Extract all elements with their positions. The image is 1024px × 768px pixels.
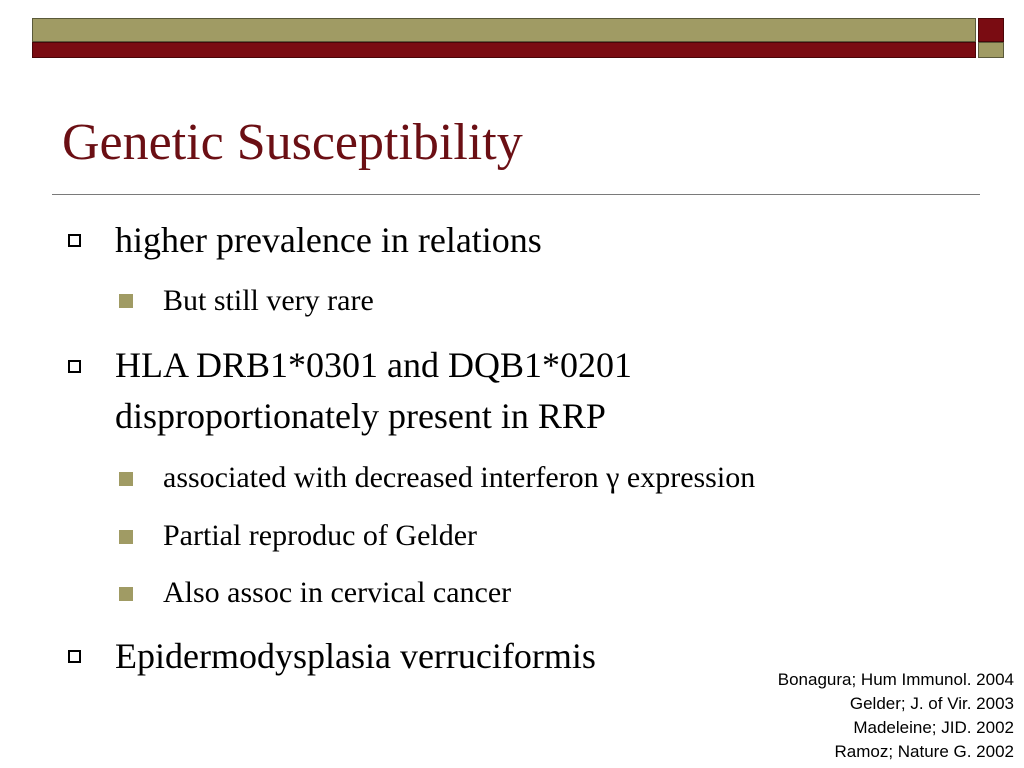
filled-square-bullet-icon [119, 472, 133, 486]
subbullet-partial-reproduc: Partial reproduc of Gelder [163, 519, 478, 552]
subbullet-interferon: associated with decreased interferon γ expression [163, 461, 756, 494]
hollow-square-bullet-icon [68, 650, 81, 663]
hollow-square-bullet-icon [68, 360, 81, 373]
reference-item: Ramoz; Nature G. 2002 [834, 742, 1014, 761]
corner-square-olive [978, 42, 1004, 58]
filled-square-bullet-icon [119, 530, 133, 544]
filled-square-bullet-icon [119, 294, 133, 308]
filled-square-bullet-icon [119, 587, 133, 601]
header-banner-red [32, 42, 976, 58]
subbullet-still-very-rare: But still very rare [163, 284, 374, 317]
reference-item: Madeleine; JID. 2002 [853, 718, 1014, 737]
title-divider [52, 194, 980, 195]
bullet-epidermodysplasia: Epidermodysplasia verruciformis [115, 636, 596, 676]
hollow-square-bullet-icon [68, 234, 81, 247]
bullet-hla-line1: HLA DRB1*0301 and DQB1*0201 [115, 345, 633, 385]
subbullet-cervical-cancer: Also assoc in cervical cancer [163, 576, 512, 609]
reference-item: Gelder; J. of Vir. 2003 [849, 694, 1014, 713]
references-block [778, 668, 1014, 764]
reference-item: Bonagura; Hum Immunol. 2004 [777, 670, 1014, 689]
bullet-higher-prevalence: higher prevalence in relations [115, 220, 542, 260]
corner-square-red [978, 18, 1004, 42]
bullet-hla-line2: disproportionately present in RRP [115, 396, 606, 436]
header-banner-olive [32, 18, 976, 42]
slide-title: Genetic Susceptibility [62, 114, 523, 171]
